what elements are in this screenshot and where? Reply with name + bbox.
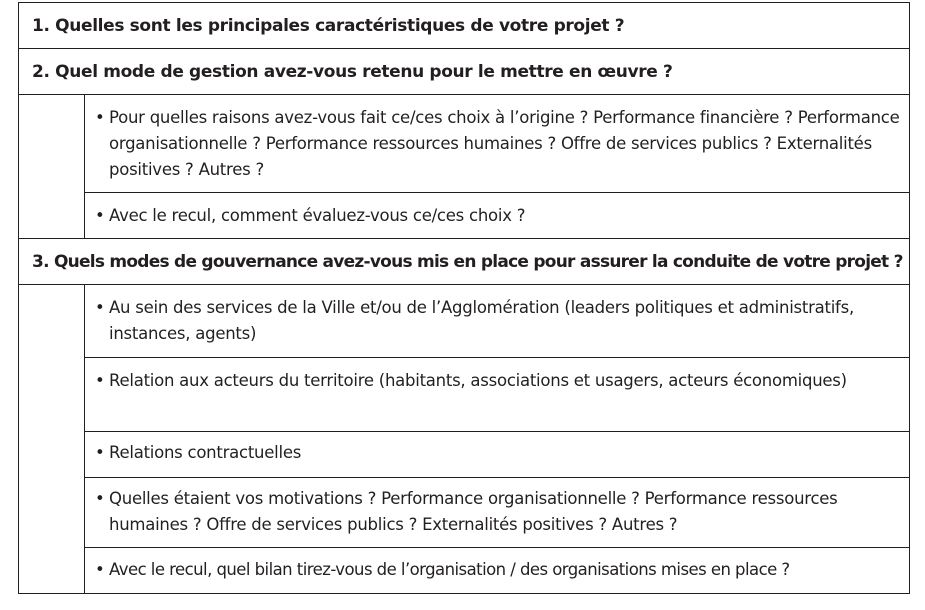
question-3-item-1 — [85, 285, 909, 358]
bullet-marker: • — [95, 108, 105, 127]
bullet-marker: • — [95, 443, 105, 462]
question-2-item-1 — [85, 95, 909, 193]
question-3-item-2 — [85, 358, 909, 432]
question-2-item-2-text: Avec le recul, comment évaluez-vous ce/ces choix ? — [109, 206, 526, 225]
question-3-item-1-text: Au sein des services de la Ville et/ou de l’Agglomération (leaders politiques et administratifs, instances, agents) — [109, 298, 854, 343]
bullet-marker: • — [95, 371, 105, 390]
question-3-indent-cell — [19, 285, 85, 593]
questionnaire-table — [18, 2, 910, 594]
question-1-heading: 1. Quelles sont les principales caractéristiques de votre projet ? — [19, 3, 909, 49]
question-2-indent-cell — [19, 95, 85, 239]
bullet-marker: • — [95, 560, 105, 579]
question-3-item-4-text: Quelles étaient vos motivations ? Performance organisationnelle ? Performance ressources humaines ? Offre de services publics ? Externalités positives ? Autres ? — [109, 489, 838, 534]
question-3-item-4 — [85, 478, 909, 548]
question-3-heading: 3. Quels modes de gouvernance avez-vous mis en place pour assurer la conduite de votre projet ? — [19, 239, 909, 285]
question-2-heading: 2. Quel mode de gestion avez-vous retenu pour le mettre en œuvre ? — [19, 49, 909, 95]
bullet-marker: • — [95, 489, 105, 508]
question-3-item-3 — [85, 432, 909, 478]
bullet-marker: • — [95, 298, 105, 317]
question-2-item-2 — [85, 193, 909, 239]
question-3-item-3-text: Relations contractuelles — [109, 443, 302, 462]
question-3-item-2-text: Relation aux acteurs du territoire (habitants, associations et usagers, acteurs économiques) — [109, 371, 847, 390]
question-3-item-5-text: Avec le recul, quel bilan tirez-vous de l’organisation / des organisations mises en place ? — [109, 560, 790, 579]
question-2-item-1-text: Pour quelles raisons avez-vous fait ce/ces choix à l’origine ? Performance financière ? Performance organisationnelle ? Performance ressources humaines ? Offre de services publics ? Externalités positives ? Autres ? — [109, 108, 900, 179]
bullet-marker: • — [95, 206, 105, 225]
question-3-item-5 — [85, 548, 909, 593]
